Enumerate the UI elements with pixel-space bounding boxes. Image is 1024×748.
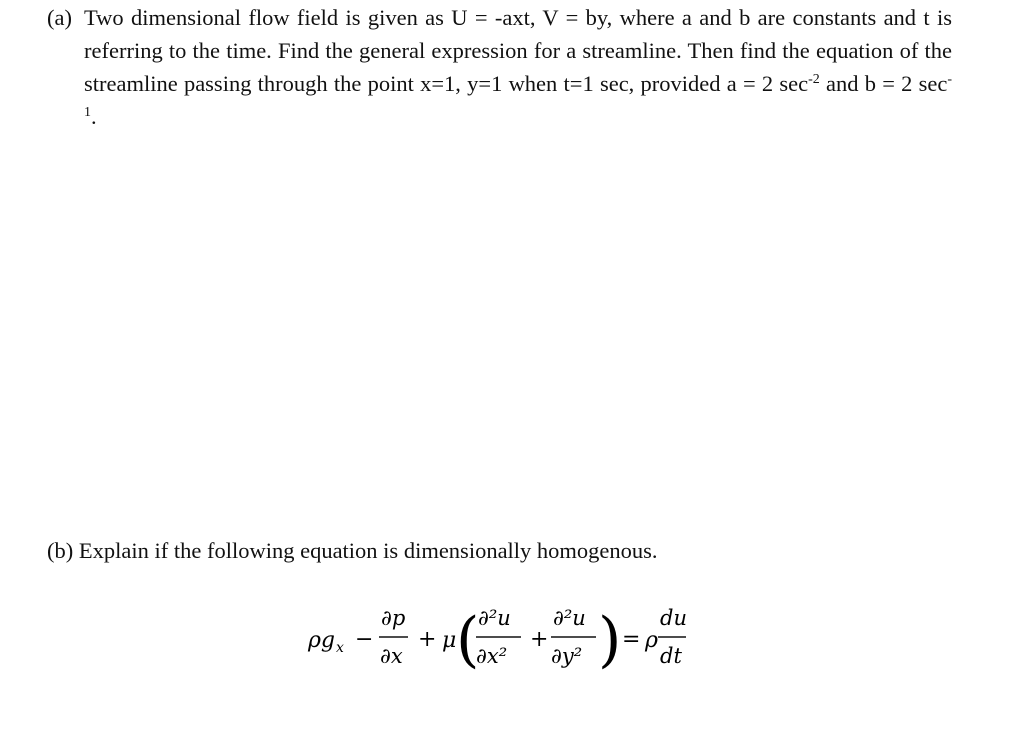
equals-sign: = xyxy=(622,627,641,652)
rho-symbol: ρ xyxy=(645,628,658,653)
question-part-b xyxy=(47,534,952,567)
part-a-text xyxy=(84,1,952,133)
exponent-a: -2 xyxy=(808,72,820,87)
second-partial-u-1: ∂²u xyxy=(478,606,511,630)
second-partial-u-2: ∂²u xyxy=(553,606,586,630)
left-paren: ( xyxy=(456,605,480,675)
part-a-text-main: Two dimensional flow field is given as U = -axt, V = by, where a and b are constants and t is referring to the time. Find the general expression for a streamline. Then find the equation of the streamline passing through the point x=1, y=1 when t=1 sec, provided a = 2 sec xyxy=(84,5,952,96)
du-numerator: du xyxy=(660,606,687,630)
part-b-text: Explain if the following equation is dimensionally homogenous. xyxy=(78,538,658,563)
partial-p-numerator: ∂p xyxy=(381,606,406,630)
partial-x-squared: ∂x² xyxy=(476,644,508,668)
part-a-marker: (a) xyxy=(47,5,72,30)
equation-svg xyxy=(300,590,700,690)
subscript-x: x xyxy=(336,640,344,656)
partial-y-squared: ∂y² xyxy=(551,644,583,668)
exponent-b: -1 xyxy=(84,72,952,120)
plus-sign-2: + xyxy=(530,627,549,652)
rho-g-term: ρg xyxy=(308,628,336,653)
plus-sign: + xyxy=(418,627,437,652)
partial-x-denominator: ∂x xyxy=(380,644,403,668)
mu-symbol: μ xyxy=(442,628,457,653)
part-b-marker: (b) xyxy=(47,538,74,563)
question-part-a xyxy=(47,1,952,133)
part-a-text-end: . xyxy=(91,104,97,129)
right-paren: ) xyxy=(598,605,622,675)
dt-denominator: dt xyxy=(660,644,682,668)
part-a-text-b: and b = 2 sec xyxy=(819,71,948,96)
minus-sign: − xyxy=(355,627,374,652)
navier-stokes-equation xyxy=(300,590,700,690)
